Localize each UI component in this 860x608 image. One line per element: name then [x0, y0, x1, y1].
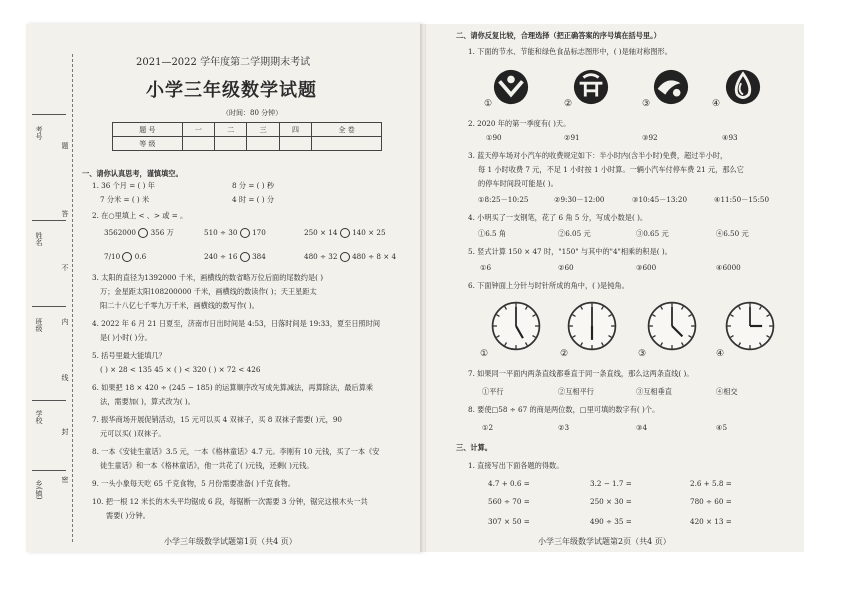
question-text: 徒生童话》和一本《格林童话》，他一共花了( )元钱，还剩( )元钱。 — [100, 461, 314, 470]
clock-face-icon — [724, 300, 776, 352]
option-label: ③ — [638, 349, 647, 359]
option-label: ③92 — [642, 133, 658, 142]
score-table-cell — [247, 137, 279, 151]
seal-field-town: 乡(镇) — [35, 480, 43, 500]
seal-char: 不 — [61, 264, 69, 271]
compare-circle[interactable] — [340, 252, 350, 262]
compare-item: 510 ÷ 30 170 — [204, 228, 266, 237]
option-label: ④11:50－15:50 — [714, 195, 770, 204]
calc-item: 420 × 13 = — [690, 517, 732, 526]
question-text: 的停车时间段可能是( )。 — [478, 179, 558, 188]
question-text: 4. 2022 年 6 月 21 日夏至，济南市日出时间是 4:53，日落时间是 19:33，夏至日照时间 — [92, 319, 381, 328]
score-table-cell — [279, 137, 311, 151]
option-label: ④ — [712, 99, 721, 109]
section-3-heading: 三、计算。 — [456, 443, 492, 452]
question-text: 3. 太阳的直径为1392000 千米，画横线的数省略万位后面的尾数约是( ) — [92, 273, 324, 282]
question-text: 4 时 = ( ) 分 — [232, 195, 275, 204]
option-label: ④6.50 元 — [716, 229, 749, 238]
option-label: ③ — [642, 99, 651, 109]
compare-item: 240 ÷ 16 384 — [204, 252, 266, 261]
question-text: 需要( )分钟。 — [106, 511, 150, 520]
option-label: ②3 — [558, 423, 570, 432]
clock-face-icon — [566, 300, 618, 352]
seal-char: 线 — [61, 374, 69, 381]
question-text: 2. 在○里填上 < 、> 或 = 。 — [92, 211, 188, 220]
question-text: 9. 一头小象每天吃 65 千克食物，5 月份需要准备( )千克食物。 — [92, 479, 295, 488]
question-text: 7. 振华商场开展促销活动，15 元可以买 4 双袜子，买 8 双袜子需要( )元，90 — [92, 415, 342, 424]
option-label: ③互相垂直 — [636, 387, 672, 396]
option-label: ②60 — [558, 263, 574, 272]
compare-circle[interactable] — [240, 252, 250, 262]
score-table-cell: 三 — [247, 123, 279, 137]
clock-face-icon — [646, 300, 698, 352]
compare-circle[interactable] — [122, 252, 132, 262]
seal-dashed-line — [72, 54, 73, 542]
exam-year: 2021—2022 学年度第二学期期末考试 — [136, 57, 311, 68]
option-label: ①6 — [480, 263, 492, 272]
seal-binding-strip — [26, 24, 90, 552]
question-text: 法，需要加( )，算式改为( )。 — [100, 397, 195, 406]
question-text: 5. 竖式计算 150 × 47 时，"150" 与其中的"4"相乘的积是( )。 — [468, 247, 672, 256]
question-text: 7 分米 = ( ) 米 — [100, 195, 150, 204]
score-table-cell — [312, 137, 382, 151]
seal-char: 题 — [61, 142, 69, 149]
calc-item: 490 ÷ 35 = — [590, 517, 632, 526]
option-label: ① — [480, 349, 489, 359]
water-saving-logo-icon — [492, 68, 530, 106]
option-label: ①90 — [486, 133, 502, 142]
question-text: 3. 蓝天停车场对小汽车的收费规定如下：半小时内(含半小时)免费，超过半小时， — [468, 151, 728, 160]
option-label: ③4 — [636, 423, 648, 432]
option-label: ③0.65 元 — [636, 229, 669, 238]
option-label: ① — [484, 99, 493, 109]
question-text: 5. 括号里最大能填几？ — [92, 351, 166, 360]
section-1-heading: 一、请你认真思考，谨慎填空。 — [82, 169, 183, 178]
compare-circle[interactable] — [340, 228, 350, 238]
score-table-cell: 四 — [279, 123, 311, 137]
option-label: ② — [564, 99, 573, 109]
seal-field-class: 班级 — [35, 318, 43, 332]
question-text: 1. 直接写出下面各题的得数。 — [468, 461, 564, 470]
question-text: 10. 把一根 12 米长的木头平均锯成 6 段，每锯断一次需要 3 分钟，锯完这根木头一共 — [92, 497, 368, 506]
option-label: ④ — [716, 349, 725, 359]
compare-item: 7/10 0.6 — [104, 252, 147, 261]
question-text: 是( )小时( )分。 — [100, 333, 152, 342]
option-label: ①平行 — [482, 387, 504, 396]
right-exam-page — [426, 24, 804, 552]
option-label: ② — [560, 349, 569, 359]
question-text: ( ) × 28 < 135 45 × ( ) < 320 ( ) × 72 < 426 — [100, 365, 261, 374]
calc-item: 307 × 50 = — [488, 517, 530, 526]
question-text: 元可以买( )双袜子。 — [100, 429, 166, 438]
compare-item: 3562000 356 万 — [104, 228, 174, 237]
page-footer: 小学三年级数学试题第1页（共4 页） — [164, 537, 297, 546]
water-drop-logo-icon — [724, 68, 762, 106]
compare-circle[interactable] — [240, 228, 250, 238]
question-text: 阳二十八亿七千零九万千米，画横线的数写作( )。 — [100, 301, 259, 310]
question-text: 4. 小明买了一支钢笔，花了 6 角 5 分，写成小数是( )。 — [468, 213, 648, 222]
calc-item: 3.2 − 1.7 = — [590, 479, 632, 488]
question-text: 8. 一本《安徒生童话》3.5 元，一本《格林童话》4.7 元。李刚有 10 元钱，买了一本《安 — [92, 447, 380, 456]
seal-char: 答 — [61, 210, 69, 217]
seal-char: 封 — [61, 428, 69, 435]
calc-item: 780 ÷ 60 = — [690, 497, 732, 506]
score-table-cell: 题 号 — [113, 123, 183, 137]
seal-field-exam-number: 考号 — [35, 126, 43, 140]
calc-item: 250 × 30 = — [590, 497, 632, 506]
score-table-cell — [215, 137, 247, 151]
question-text: 万；金星距太阳108200000 千米，画横线的数读作( )；天王星距太 — [100, 287, 317, 296]
option-label: ④93 — [722, 133, 738, 142]
option-label: ②互相平行 — [558, 387, 594, 396]
compare-item: 250 × 14 140 × 25 — [304, 228, 386, 237]
score-table-cell: 一 — [182, 123, 214, 137]
seal-field-name: 姓名 — [35, 232, 43, 246]
question-text: 1. 36 个月 = ( ) 年 — [92, 181, 155, 190]
question-text: 1. 下面的节水、节能和绿色食品标志图形中，( )是轴对称图形。 — [468, 47, 672, 56]
option-label: ①6.5 角 — [478, 229, 507, 238]
option-label: ②6.05 元 — [558, 229, 591, 238]
energy-saving-logo-icon — [572, 68, 610, 106]
seal-field-school: 学校 — [35, 410, 43, 424]
calc-item: 560 ÷ 70 = — [488, 497, 530, 506]
question-text: 6. 如果把 18 × 420 ÷ (245 − 185) 的运算顺序改写成先算减法，再算除法，最后算乘 — [92, 383, 374, 392]
option-label: ④5 — [716, 423, 728, 432]
question-text: 7. 如果同一平面内两条直线都垂直于同一条直线，那么这两条直线( )。 — [468, 369, 694, 378]
question-text: 每 1 小时收费 7 元，不足 1 小时按 1 小时算。一辆小汽车付停车费 21 元，那么它 — [478, 165, 744, 174]
calc-item: 2.6 + 5.8 = — [690, 479, 732, 488]
option-label: ③600 — [636, 263, 657, 272]
calc-item: 4.7 + 0.6 = — [488, 479, 530, 488]
score-table — [112, 122, 382, 151]
option-label: ③10:45－13:20 — [632, 195, 688, 204]
question-text: 8. 要使□58 ÷ 67 的商是两位数，□里可填的数字有( )个。 — [468, 405, 660, 414]
option-label: ④6000 — [716, 263, 741, 272]
page-footer: 小学三年级数学试题第2页（共4 页） — [538, 537, 671, 546]
seal-char: 密 — [61, 476, 69, 483]
question-text: 2. 2020 年的第一季度有( )天。 — [468, 119, 571, 128]
score-table-cell: 全 卷 — [312, 123, 382, 137]
option-label: ②9:30－12:00 — [554, 195, 605, 204]
score-table-cell: 等 级 — [113, 137, 183, 151]
question-text: 6. 下面钟面上分针与时针所成的角中，( )是钝角。 — [468, 281, 629, 290]
left-exam-page — [26, 24, 422, 552]
green-food-logo-icon — [652, 68, 690, 106]
question-text: 8 分 = ( ) 秒 — [232, 181, 275, 190]
option-label: ①8:25－10:25 — [478, 195, 529, 204]
score-table-cell: 二 — [215, 123, 247, 137]
compare-circle[interactable] — [138, 228, 148, 238]
section-2-heading: 二、请你反复比较，合理选择（把正确答案的序号填在括号里。） — [456, 31, 661, 40]
seal-char: 内 — [61, 318, 69, 325]
clock-face-icon — [490, 300, 542, 352]
option-label: ②91 — [564, 133, 580, 142]
exam-time: （时间：80 分钟） — [222, 109, 283, 117]
option-label: ④相交 — [716, 387, 738, 396]
score-table-cell — [182, 137, 214, 151]
exam-title: 小学三年级数学试题 — [146, 80, 317, 101]
compare-item: 480 ÷ 32 480 ÷ 8 × 4 — [304, 252, 397, 261]
option-label: ①2 — [482, 423, 494, 432]
